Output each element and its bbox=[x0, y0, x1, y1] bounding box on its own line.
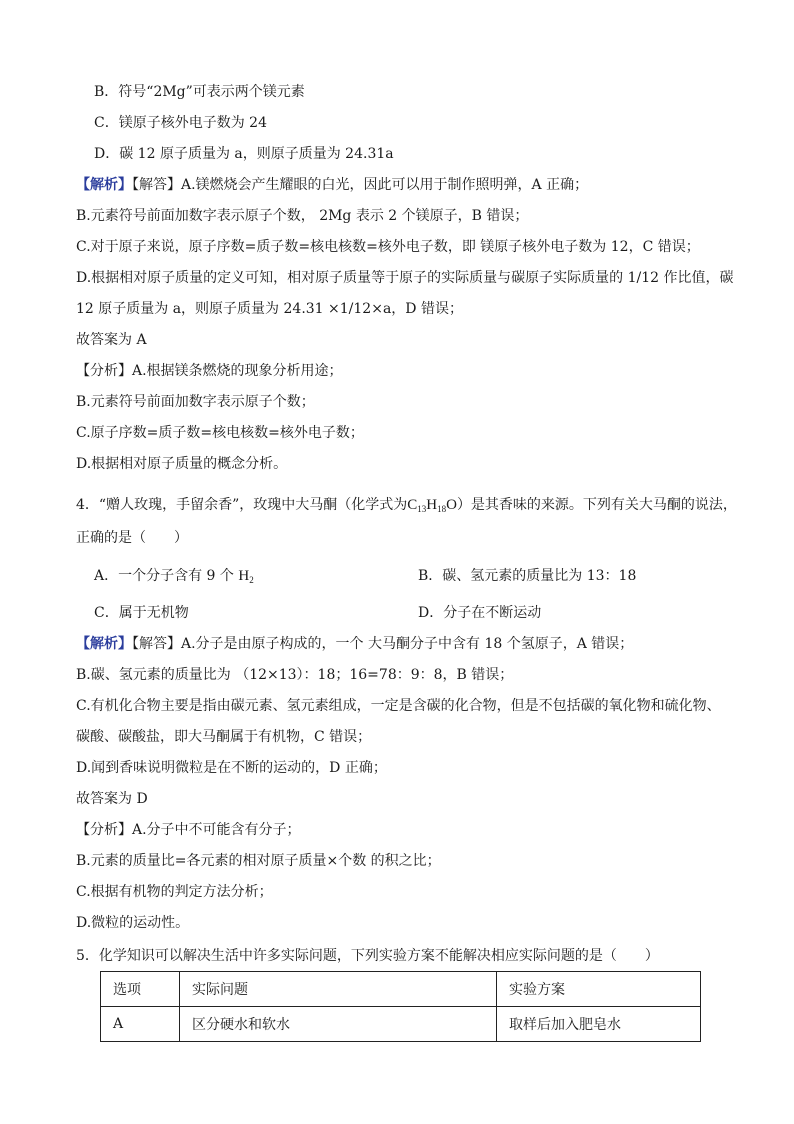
q3-analysis-line-3: C.原子序数=质子数=核电核数=核外电子数； bbox=[76, 425, 364, 441]
q5-stem: 5．化学知识可以解决生活中许多实际问题，下列实验方案不能解决相应实际问题的是（ ） bbox=[76, 948, 659, 964]
q3-solution-line-4: D.根据相对原子质量的定义可知，相对原子质量等于原子的实际质量与碳原子实际质量的 1/12 作比值，碳 bbox=[76, 270, 734, 286]
q3-solution-line-2: B.元素符号前面加数字表示原子个数， 2Mg 表示 2 个镁原子，B 错误； bbox=[76, 208, 529, 224]
q3-analysis-line-1: 【分析】A.根据镁条燃烧的现象分析用途； bbox=[76, 363, 343, 379]
jiexi-tag: 【解析】 bbox=[76, 636, 132, 652]
q4-solution-line-1: 【解析】【解答】A.分子是由原子构成的，一个 大马酮分子中含有 18 个氢原子，A 错误； bbox=[76, 636, 634, 652]
q4-analysis-line-1: 【分析】A.分子中不可能含有分子； bbox=[76, 822, 301, 838]
q4-solution-line-4: 碳酸、碳酸盐，即大马酮属于有机物，C 错误； bbox=[76, 729, 372, 745]
table-header-cell: 实际问题 bbox=[180, 972, 497, 1007]
q3-option-c: C．镁原子核外电子数为 24 bbox=[94, 115, 267, 131]
jieda-tag: 【解答】 bbox=[132, 177, 181, 193]
q4-solution-line-5: D.闻到香味说明微粒是在不断的运动的，D 正确； bbox=[76, 760, 387, 776]
q3-analysis-line-4: D.根据相对原子质量的概念分析。 bbox=[76, 456, 288, 472]
q4-solution-line-2: B.碳、氢元素的质量比为 （12×13）：18；16=78：9：8，B 错误； bbox=[76, 667, 514, 683]
chemical-formula: $C_{13}H_{18}O$ bbox=[407, 497, 457, 514]
q3-option-d: D．碳 12 原子质量为 a，则原子质量为 24.31a bbox=[94, 146, 394, 162]
q4-solution-line-3: C.有机化合物主要是指由碳元素、氢元素组成，一定是含碳的化合物，但是不包括碳的氧化物和硫化物、 bbox=[76, 698, 721, 714]
table-header-row bbox=[101, 972, 701, 1007]
fenxi-tag: 【分析】 bbox=[76, 822, 132, 838]
jieda-tag: 【解答】 bbox=[132, 636, 181, 652]
q4-analysis-line-2: B.元素的质量比=各元素的相对原子质量×个数 的积之比； bbox=[76, 853, 441, 869]
q4-stem-line-2: 正确的是（ ） bbox=[76, 530, 188, 546]
q4-analysis-line-4: D.微粒的运动性。 bbox=[76, 915, 190, 931]
table-cell: 取样后加入肥皂水 bbox=[497, 1007, 701, 1042]
q4-option-a: A．一个分子含有 9 个 $H_2$ bbox=[94, 568, 254, 585]
q4-option-c: C．属于无机物 bbox=[94, 605, 189, 621]
table-header-cell: 选项 bbox=[101, 972, 180, 1007]
q3-solution-line-1: 【解析】【解答】A.镁燃烧会产生耀眼的白光，因此可以用于制作照明弹，A 正确； bbox=[76, 177, 589, 193]
q3-option-b: B．符号“2Mg”可表示两个镁元素 bbox=[94, 84, 305, 100]
q3-solution-line-3: C.对于原子来说，原子序数=质子数=核电核数=核外电子数，即 镁原子核外电子数为 12，C 错误； bbox=[76, 239, 700, 255]
q5-table bbox=[100, 971, 701, 1042]
q3-analysis-line-2: B.元素符号前面加数字表示原子个数； bbox=[76, 394, 315, 410]
fenxi-tag: 【分析】 bbox=[76, 363, 132, 379]
q3-answer: 故答案为 A bbox=[76, 332, 147, 348]
table-header-cell: 实验方案 bbox=[497, 972, 701, 1007]
jiexi-tag: 【解析】 bbox=[76, 177, 132, 193]
q4-analysis-line-3: C.根据有机物的判定方法分析； bbox=[76, 884, 273, 900]
q4-answer: 故答案为 D bbox=[76, 791, 148, 807]
q4-option-b: B．碳、氢元素的质量比为 13：18 bbox=[418, 568, 637, 584]
table-cell: 区分硬水和软水 bbox=[180, 1007, 497, 1042]
q4-option-d: D．分子在不断运动 bbox=[418, 605, 542, 621]
table-row bbox=[101, 1007, 701, 1042]
table-cell: A bbox=[101, 1007, 180, 1042]
q4-stem-line-1: 4．“赠人玫瑰，手留余香”，玫瑰中大马酮（化学式为$C_{13}H_{18}O$）是其香味的来源。下列有关大马酮的说法， bbox=[76, 497, 737, 514]
q3-solution-line-5: 12 原子质量为 a，则原子质量为 24.31 ×1/12×a，D 错误； bbox=[76, 301, 463, 317]
